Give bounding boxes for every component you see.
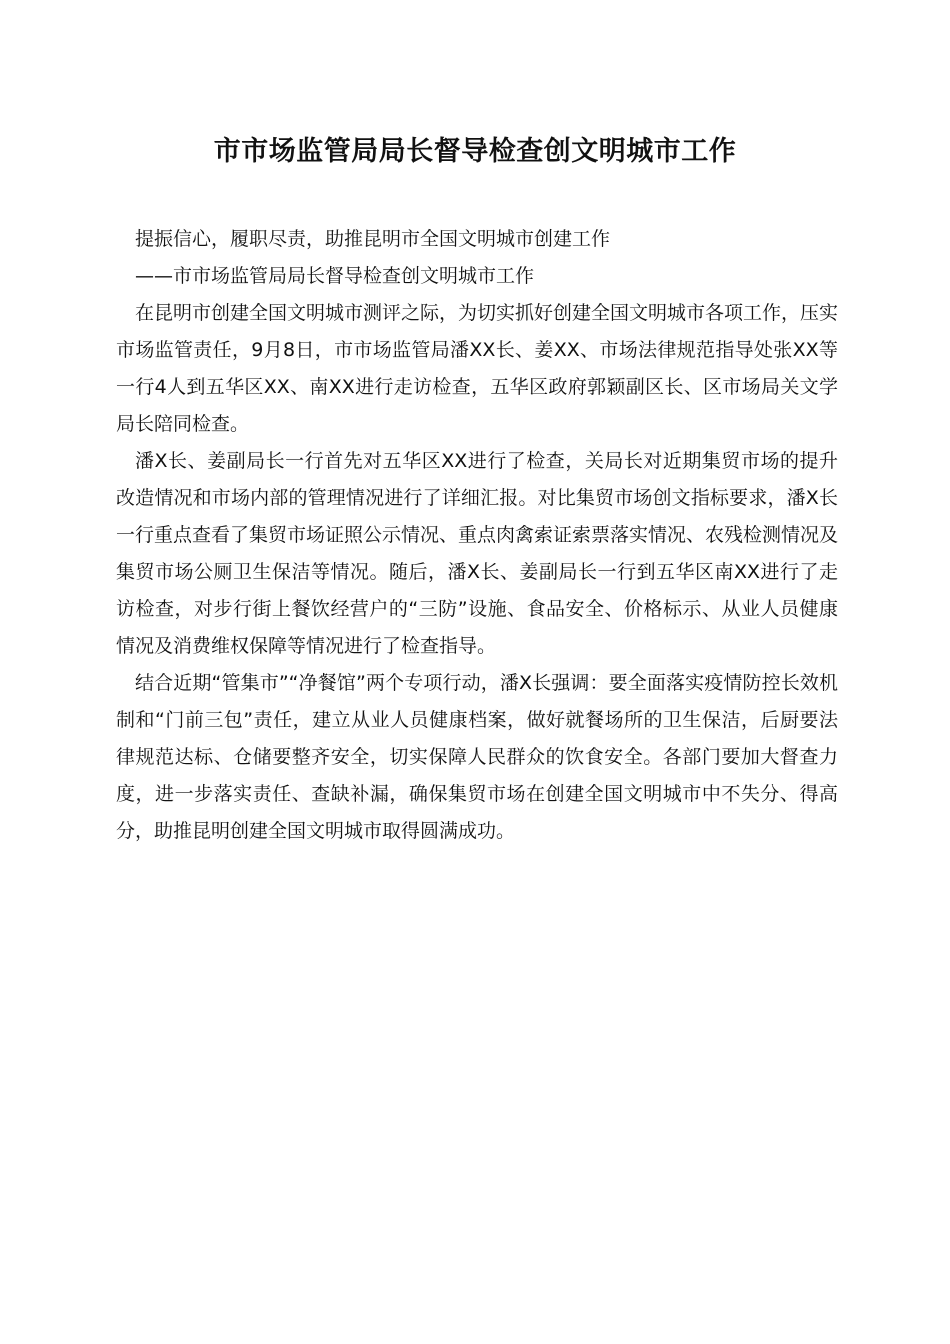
subtitle-paragraph: 提振信心，履职尽责，助推昆明市全国文明城市创建工作 [135, 228, 611, 250]
body-paragraph: 潘X长、姜副局长一行首先对五华区XX进行了检查，关局长对近期集贸市场的提升改造情况和市场内部的管理情况进行了详细汇报。对比集贸市场创文指标要求，潘X长一行重点查看了集贸市场证照公示情况、重点肉禽索证索票落实情况、农残检测情况及集贸市场公厕卫生保洁等情况。随后，潘X长、姜副局长一行到五华区南XX进行了走访检查，对步行街上餐饮经营户的“三防”设施、食品安全、价格标示、从业人员健康情况及消费维权保障等情况进行了检查指导。 [116, 450, 839, 657]
document-body [116, 221, 838, 850]
page-title: 市市场监管局局长督导检查创文明城市工作 [213, 136, 737, 167]
body-paragraph: 在昆明市创建全国文明城市测评之际，为切实抓好创建全国文明城市各项工作，压实市场监管责任，9月8日，市市场监管局潘XX长、姜XX、市场法律规范指导处张XX等一行4人到五华区XX、南XX进行走访检查，五华区政府郭颖副区长、区市场局关文学局长陪同检查。 [116, 302, 839, 435]
subtitle-dash-paragraph: ——市市场监管局局长督导检查创文明城市工作 [135, 265, 535, 287]
body-paragraph: 结合近期“管集市”“净餐馆”两个专项行动，潘X长强调：要全面落实疫情防控长效机制和“门前三包”责任，建立从业人员健康档案，做好就餐场所的卫生保洁，后厨要法律规范达标、仓储要整齐安全，切实保障人民群众的饮食安全。各部门要加大督查力度，进一步落实责任、查缺补漏，确保集贸市场在创建全国文明城市中不失分、得高分，助推昆明创建全国文明城市取得圆满成功。 [116, 672, 838, 842]
